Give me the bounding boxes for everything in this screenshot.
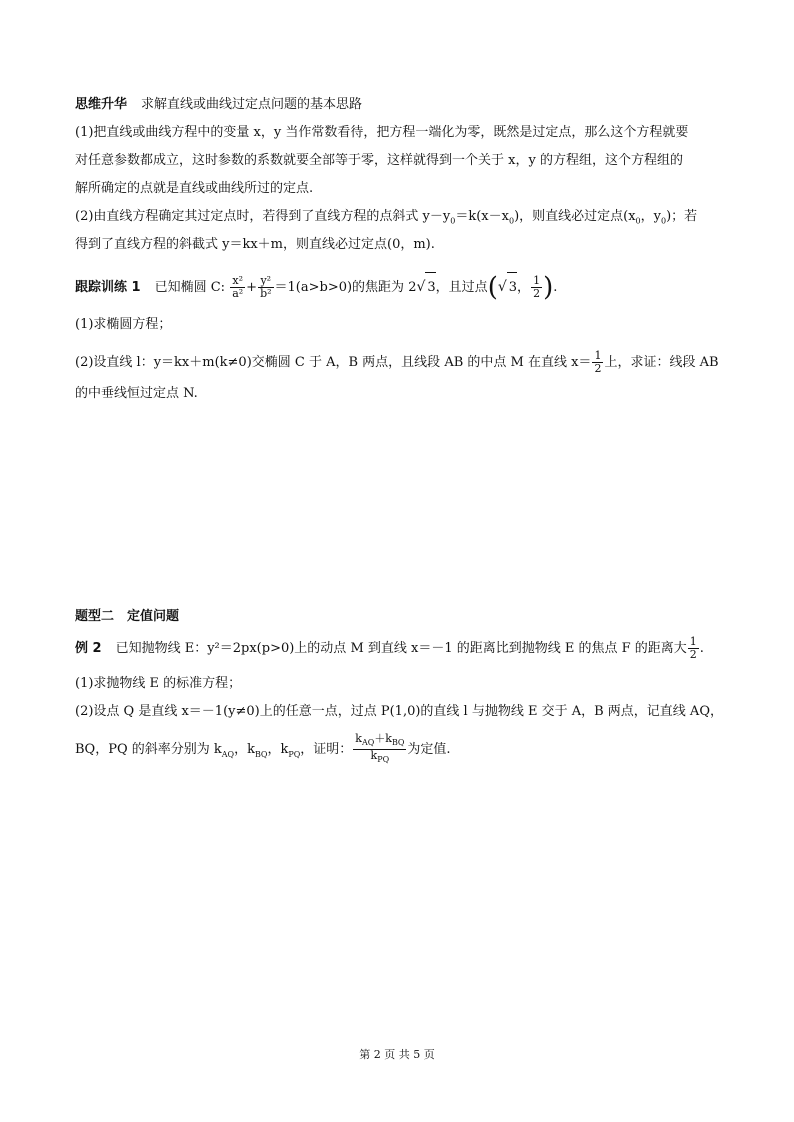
track-text-b: ＝1(a>b>0)的焦距为 2 (274, 280, 417, 295)
track-label: 跟踪训练 1 (75, 280, 141, 295)
fraction-x2-a2: $\frac{\text{x²}}{\text{a²}}$ (232, 274, 244, 300)
track-q2-b: 上，求证：线段 AB (604, 355, 719, 370)
p2-text-e: )；若 (666, 209, 698, 224)
sec1-p1-line3: 解所确定的点就是直线或曲线所过的定点. (75, 181, 314, 196)
track-q1: (1)求椭圆方程； (75, 317, 172, 332)
sub-0: 0 (508, 216, 515, 226)
track-line: 跟踪训练 1 已知椭圆 C: $\frac{\text{x²}}{\text{a²}}$ + $\frac{\text{y²}}{\text{b²}}$ ＝1(a>b>0)的焦距为 2√ 3，且过点(√ 3， $\frac{1}{2}$ ). (75, 272, 558, 303)
fraction-slopes: $\frac{k_{AQ}+k_{BQ}}{k_{PQ}}$ (355, 732, 405, 765)
sub-0: 0 (450, 216, 456, 226)
example-line: 例 2 已知抛物线 E：y²＝2px(p>0)上的动点 M 到直线 x＝－1 的距离比到抛物线 E 的焦点 F 的距离大 $\frac{1}{2}$ . (75, 635, 704, 661)
page-footer: 第 2 页 共 5 页 (359, 1048, 435, 1061)
example-label: 例 2 (75, 641, 102, 656)
example-q2-line1: (2)设点 Q 是直线 x＝－1(y≠0)上的任意一点，过点 P(1,0)的直线 l 与抛物线 E 交于 A，B 两点，记直线 AQ， (75, 704, 723, 719)
p2-text-b: ＝k(x－x (455, 209, 509, 224)
sec1-p1-line1: (1)把直线或曲线方程中的变量 x，y 当作常数看待，把方程一端化为零，既然是过定点，那么这个方程就要 (75, 125, 689, 140)
fraction-half: $\frac{1}{2}$ (533, 274, 541, 300)
sec1-p2-line2: 得到了直线方程的斜截式 y＝kx＋m，则直线必过定点(0，m). (75, 237, 435, 252)
p2-text-d: ，y (640, 209, 661, 224)
sec1-title-line (75, 96, 362, 114)
p2-text-a: (2)由直线方程确定其过定点时，若得到了直线方程的点斜式 y－y (75, 209, 451, 224)
sub-0: 0 (635, 216, 641, 226)
sec1-heading: 思维升华 (75, 97, 128, 112)
left-bracket: ( (487, 272, 498, 303)
sub-0: 0 (661, 216, 667, 226)
fraction-half: $\frac{1}{2}$ (689, 635, 697, 661)
sec2-heading: 题型二 定值问题 (75, 609, 180, 624)
sqrt-sign: √ (416, 279, 426, 295)
sqrt-3: 3 (425, 272, 435, 303)
fraction-half: $\frac{1}{2}$ (594, 349, 602, 375)
track-q2-line2: 的中垂线恒过定点 N. (75, 386, 198, 401)
sec1-title: 求解直线或曲线过定点问题的基本思路 (141, 97, 363, 112)
example-q1: (1)求抛物线 E 的标准方程； (75, 676, 242, 691)
example-q2-line2: BQ，PQ 的斜率分别为 $k_{AQ}$，$k_{BQ}$，$k_{PQ}$，证明： $\frac{k_{AQ}+k_{BQ}}{k_{PQ}}$ 为定值. (75, 732, 451, 765)
right-bracket: ) (543, 272, 554, 303)
sec1-p1-line2: 对任意参数都成立，这时参数的系数就要全部等于零，这样就得到一个关于 x，y 的方程组，这个方程组的 (75, 153, 683, 168)
track-q2-line1 (75, 350, 719, 376)
p2-text-c: )，则直线必过定点(x (514, 209, 636, 224)
track-text-c: ，且过点 (435, 280, 488, 295)
track-q2-a: (2)设直线 l：y＝kx＋m(k≠0)交椭圆 C 于 A，B 两点，且线段 AB 的中点 M 在直线 x＝ (75, 355, 592, 370)
sec1-p2-line1 (75, 208, 697, 231)
example-text: 已知抛物线 E：y²＝2px(p>0)上的动点 M 到直线 x＝－1 的距离比到抛物线 E 的焦点 F 的距离大 (115, 641, 687, 656)
track-text-a: 已知椭圆 C: (154, 280, 226, 295)
fraction-y2-b2: $\frac{\text{y²}}{\text{b²}}$ (260, 274, 272, 300)
